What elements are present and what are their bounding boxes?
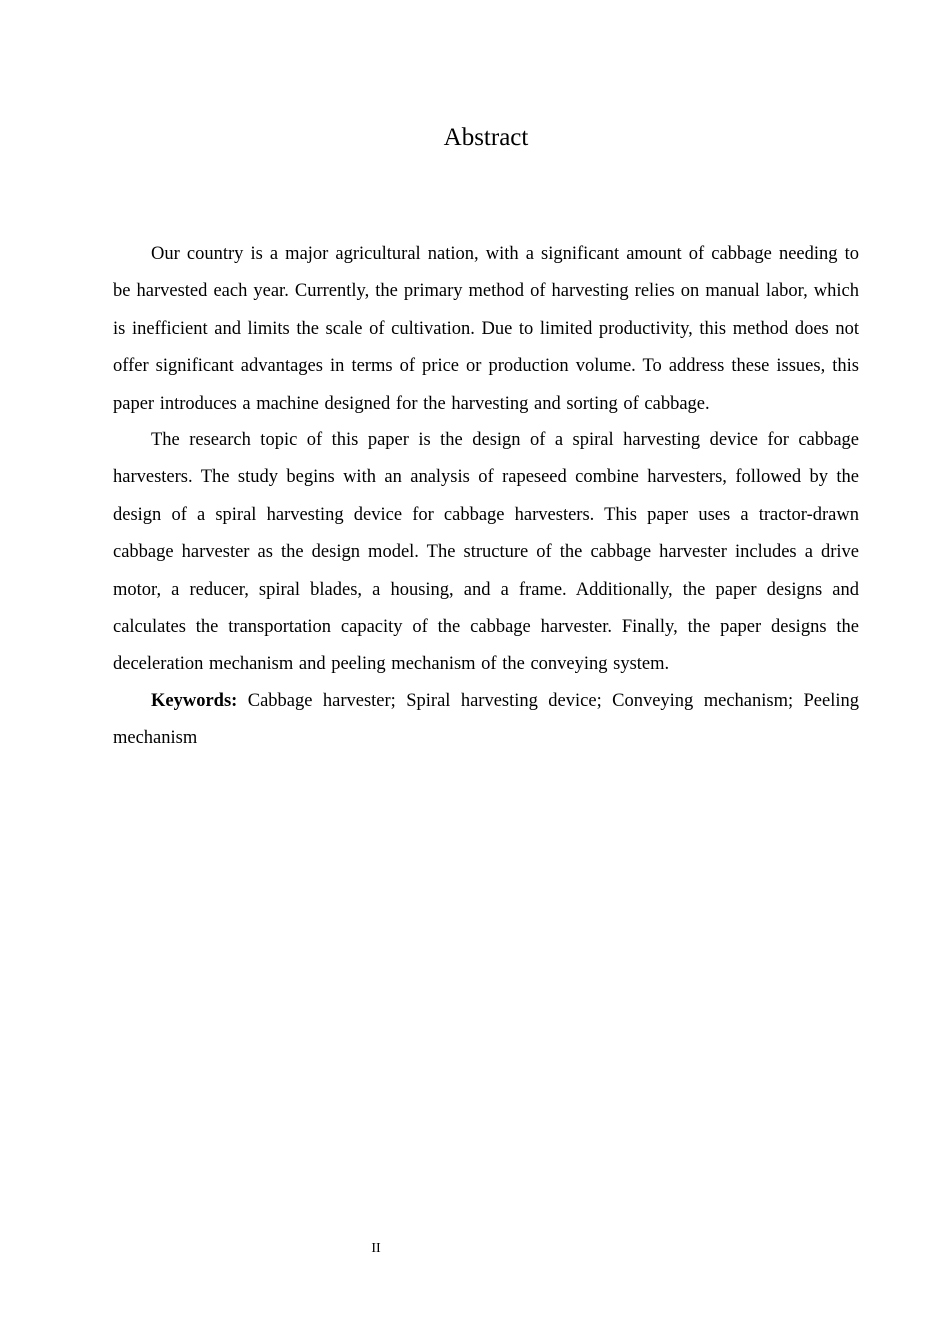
abstract-paragraph-1: Our country is a major agricultural nation, with a significant amount of cabbage needing to be harvested each year. Currently, the primary method of harvesting relies on manual labor, which is inefficient and limits the scale of cultivation. Due to limited productivity, this method does not offer significant advantages in terms of price or production volume. To address these issues, this paper introduces a machine designed for the harvesting and sorting of cabbage. — [113, 244, 859, 414]
keywords-text: Cabbage harvester; Spiral harvesting device; Conveying mechanism; Peeling mechanism — [113, 690, 860, 749]
abstract-body — [113, 236, 859, 758]
page-number: II — [371, 1241, 381, 1256]
keywords-paragraph — [113, 683, 859, 758]
abstract-title: Abstract — [443, 124, 529, 151]
abstract-paragraph-2: The research topic of this paper is the design of a spiral harvesting device for cabbage harvesters. The study begins with an analysis of rapeseed combine harvesters, followed by the design of a spiral harvesting device for cabbage harvesters. This paper uses a tractor-drawn cabbage harvester as the design model. The structure of the cabbage harvester includes a drive motor, a reducer, spiral blades, a housing, and a frame. Additionally, the paper designs and calculates the transportation capacity of the cabbage harvester. Finally, the paper designs the deceleration mechanism and peeling mechanism of the conveying system. — [113, 430, 859, 675]
keywords-label: Keywords: — [151, 690, 238, 711]
